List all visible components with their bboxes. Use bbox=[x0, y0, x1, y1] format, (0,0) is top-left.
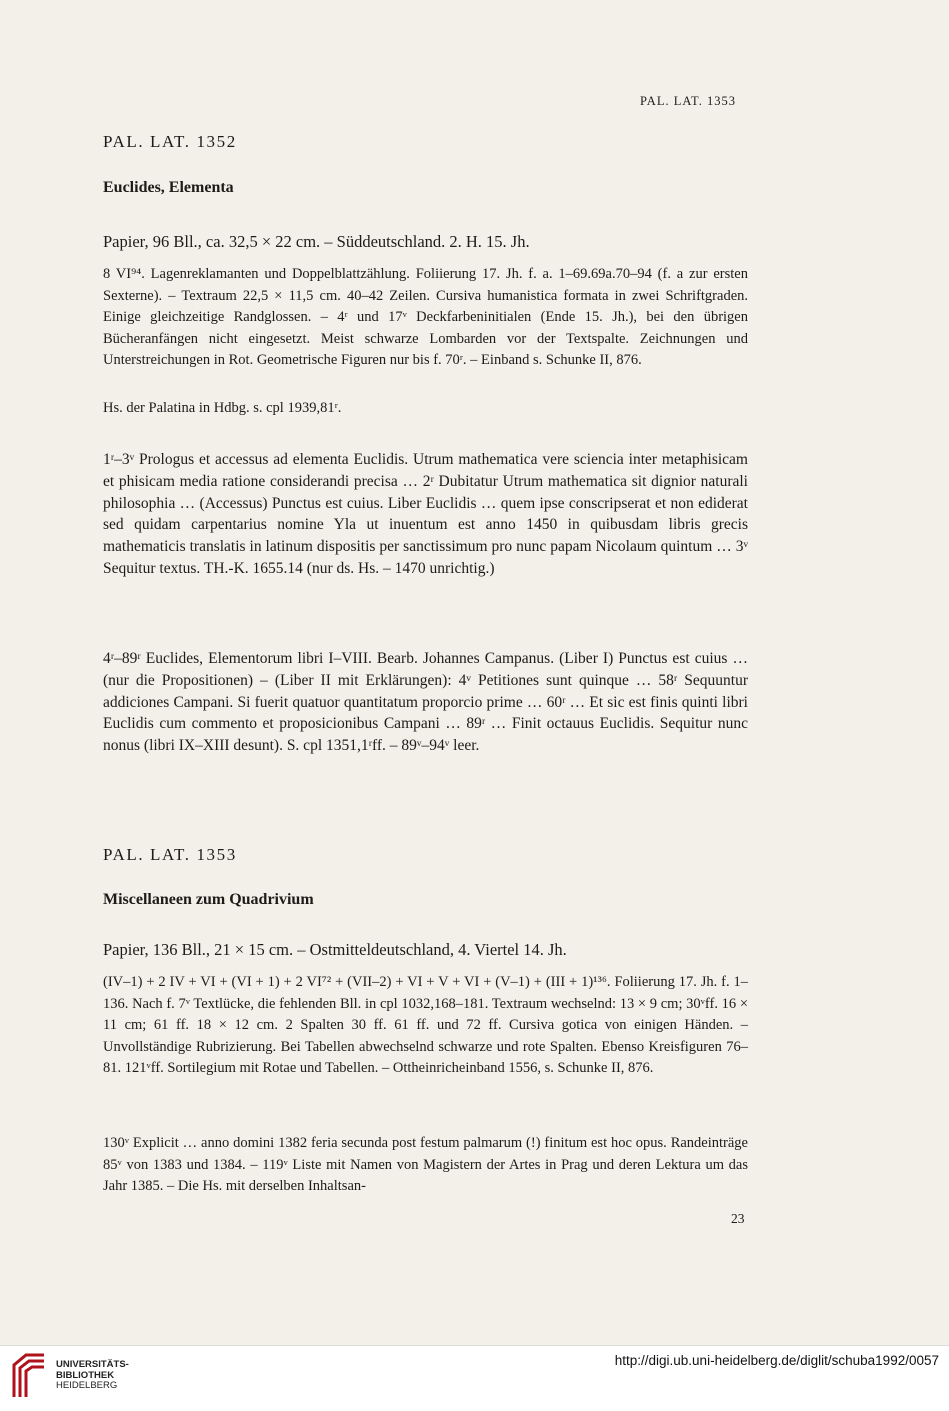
entry-1-signature: PAL. LAT. 1352 bbox=[103, 132, 237, 151]
library-name-line-1: UNIVERSITÄTS- bbox=[56, 1359, 129, 1370]
entry-2-notes: 130ᵛ Explicit … anno domini 1382 feria secunda post festum palmarum (!) finitum est hoc opus. Randeinträge 85ᵛ von 1383 und 1384. – 119ᵛ Liste mit Namen von Magistern der Artes in Prag und deren Lektura um das Jahr 1385. – Die Hs. mit derselben Inhaltsan- bbox=[103, 1135, 748, 1194]
entry-2-signature: PAL. LAT. 1353 bbox=[103, 845, 237, 864]
entry-2-title: Miscellaneen zum Quadrivium bbox=[103, 891, 314, 908]
library-name-line-2: BIBLIOTHEK bbox=[56, 1369, 115, 1381]
entry-2-description: Papier, 136 Bll., 21 × 15 cm. – Ostmitteldeutschland, 4. Viertel 14. Jh. bbox=[103, 940, 567, 959]
entry-1-title: Euclides, Elementa bbox=[103, 179, 234, 196]
library-logo-icon bbox=[10, 1353, 50, 1399]
source-url-link[interactable]: http://digi.ub.uni-heidelberg.de/diglit/schuba1992/0057 bbox=[614, 1353, 939, 1368]
library-name bbox=[56, 1360, 129, 1392]
entry-1-provenance: Hs. der Palatina in Hdbg. s. cpl 1939,81ʳ. bbox=[103, 400, 342, 416]
page-number: 23 bbox=[731, 1211, 745, 1226]
entry-2-physical: (IV–1) + 2 IV + VI + (VI + 1) + 2 VI⁷² + (VII–2) + VI + V + VI + (V–1) + (III + 1)¹³⁶. Foliierung 17. Jh. f. 1–136. Nach f. 7ᵛ Textlücke, die fehlenden Bll. in cpl 1032,168–181. Textraum wechselnd: 13 × 9 cm; 30ᵛff. 16 × 11 cm; 61 ff. 18 × 12 cm. 2 Spalten 30 ff. 61 ff. und 72 ff. Cursiva gotica von einigen Händen. – Unvollständige Rubrizierung. Bei Tabellen abwechselnd schwarze und rote Spalten. Ebenso Kreisfiguren 76–81. 121ᵛff. Sortilegium mit Rotae und Tabellen. – Ottheinricheinband 1556, s. Schunke II, 876. bbox=[103, 974, 748, 1076]
entry-1-contents-2: 4ʳ–89ʳ Euclides, Elementorum libri I–VIII. Bearb. Johannes Campanus. (Liber I) Punctus est cuius … (nur die Propositionen) – (Liber II mit Erklärungen): 4ᵛ Petitiones sunt quinque … 58ʳ Sequuntur addiciones Campani. Si fuerit quatuor quantitatum proporcio prime … 60ʳ … Et sic est finis quinti libri Euclidis cum commento et proposicionibus Campani … 89ʳ … Finit octauus Euclidis. Sequitur nunc nonus (libri IX–XIII desunt). S. cpl 1351,1ʳff. – 89ᵛ–94ᵛ leer. bbox=[103, 650, 748, 755]
library-name-line-3: HEIDELBERG bbox=[56, 1380, 118, 1391]
entry-1-description: Papier, 96 Bll., ca. 32,5 × 22 cm. – Süddeutschland. 2. H. 15. Jh. bbox=[103, 232, 530, 251]
running-head: PAL. LAT. 1353 bbox=[640, 94, 736, 108]
entry-1-physical: 8 VI⁹⁴. Lagenreklamanten und Doppelblattzählung. Foliierung 17. Jh. f. a. 1–69.69a.70–94 (f. a zur ersten Sexterne). – Textraum 22,5 × 11,5 cm. 40–42 Zeilen. Cursiva humanistica formata in zwei Schriftgraden. Einige gleichzeitige Randglossen. – 4ʳ und 17ᵛ Deckfarbeninitialen (Ende 15. Jh.), bei den übrigen Bücheranfängen nicht eingesetzt. Meist schwarze Lombarden vor der Textspalte. Zeichnungen und Unterstreichungen in Rot. Geometrische Figuren nur bis f. 70ʳ. – Einband s. Schunke II, 876. bbox=[103, 266, 748, 368]
entry-1-contents-1: 1ʳ–3ᵛ Prologus et accessus ad elementa Euclidis. Utrum mathematica vere sciencia inter metaphisicam et phisicam media ratione considerandi precisa … 2ʳ Dubitatur Utrum mathematica sit dignior naturali philosophia … (Accessus) Punctus est cuius. Liber Euclidis … quem ipse conscripserat et non ediderat sed quidam carpentarius nomine Yla ut inuentum est anno 1450 in quibusdam libris grecis mathematicis translatis in latinum dispositis per sanctissimum pro nunc papam Nicolaum quintum … 3ᵛ Sequitur textus. TH.-K. 1655.14 (nur ds. Hs. – 1470 unrichtig.) bbox=[103, 451, 748, 577]
